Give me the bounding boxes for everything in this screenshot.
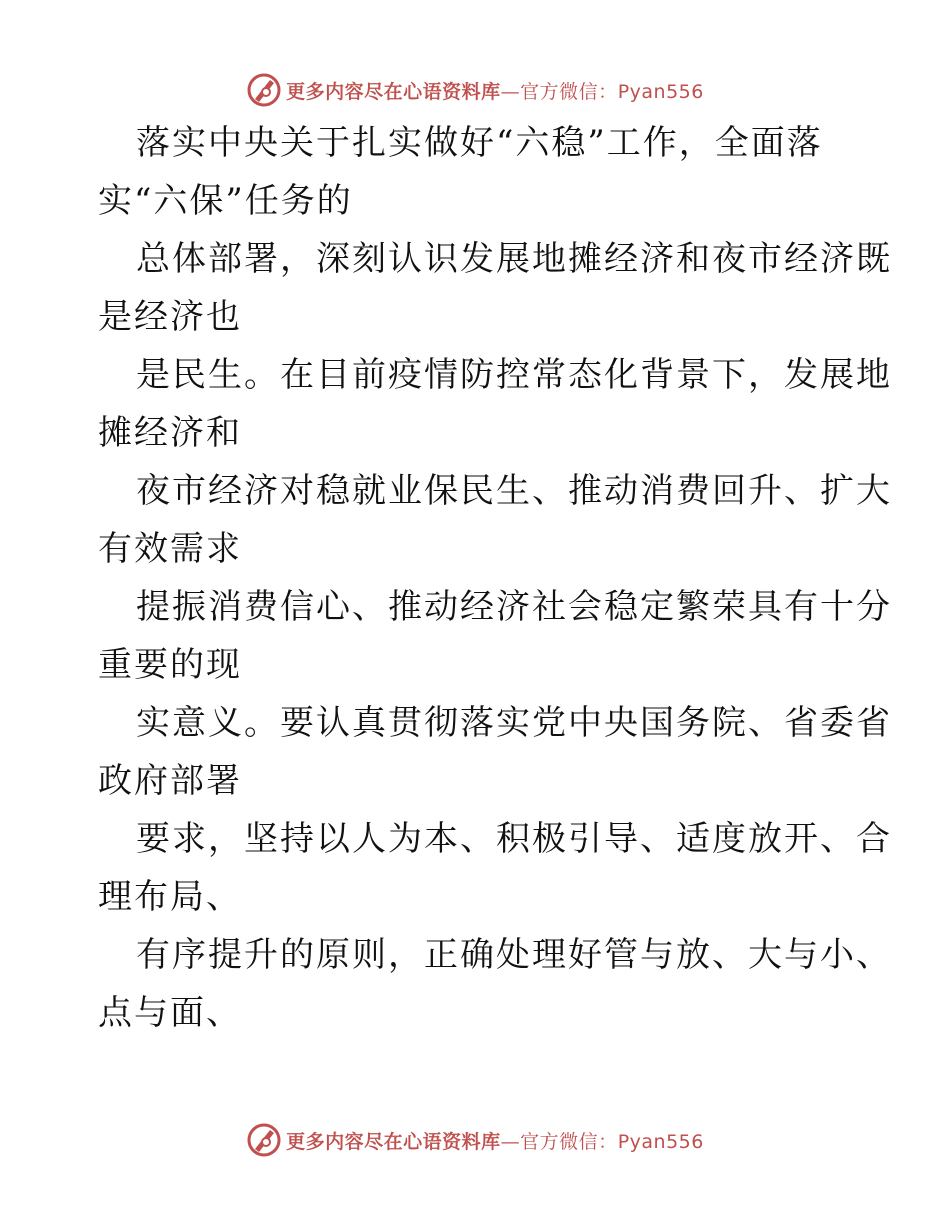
pen-circle-logo-icon: [246, 1122, 282, 1158]
banner-main-text: 更多内容尽在心语资料库: [286, 80, 501, 103]
footer-banner: [0, 1120, 950, 1160]
text-line: 是经济也: [98, 297, 242, 337]
text-line: 理布局、: [98, 877, 242, 917]
banner-wechat-label: 官方微信：: [520, 1130, 618, 1153]
text-line: 要求，坚持以人为本、积极引导、适度放开、合: [136, 819, 892, 859]
text-line: 是民生。在目前疫情防控常态化背景下，发展地: [136, 355, 892, 395]
text-line: 落实中央关于扎实做好“六稳”工作，全面落: [136, 123, 823, 163]
text-line: 实“六保”任务的: [98, 181, 353, 221]
text-line: 重要的现: [98, 645, 242, 685]
text-line: 提振消费信心、推动经济社会稳定繁荣具有十分: [136, 587, 892, 627]
header-banner: [0, 70, 950, 110]
text-line: 摊经济和: [98, 413, 242, 453]
text-line: 有序提升的原则，正确处理好管与放、大与小、: [136, 935, 892, 975]
banner-text: [286, 1127, 704, 1154]
banner-main-text: 更多内容尽在心语资料库: [286, 1130, 501, 1153]
banner-wechat-id: Pyan556: [617, 80, 704, 103]
text-line: 实意义。要认真贯彻落实党中央国务院、省委省: [136, 703, 892, 743]
text-line: 点与面、: [98, 993, 242, 1033]
text-line: 夜市经济对稳就业保民生、推动消费回升、扩大: [136, 471, 892, 511]
text-line: 有效需求: [98, 529, 242, 569]
text-line: 政府部署: [98, 761, 242, 801]
banner-dash: —: [500, 1130, 521, 1153]
text-line: 总体部署，深刻认识发展地摊经济和夜市经济既: [136, 239, 892, 279]
banner-dash: —: [500, 80, 521, 103]
document-body: [98, 114, 892, 1042]
banner-text: [286, 77, 704, 104]
banner-wechat-id: Pyan556: [617, 1130, 704, 1153]
pen-circle-logo-icon: [246, 72, 282, 108]
banner-wechat-label: 官方微信：: [520, 80, 618, 103]
